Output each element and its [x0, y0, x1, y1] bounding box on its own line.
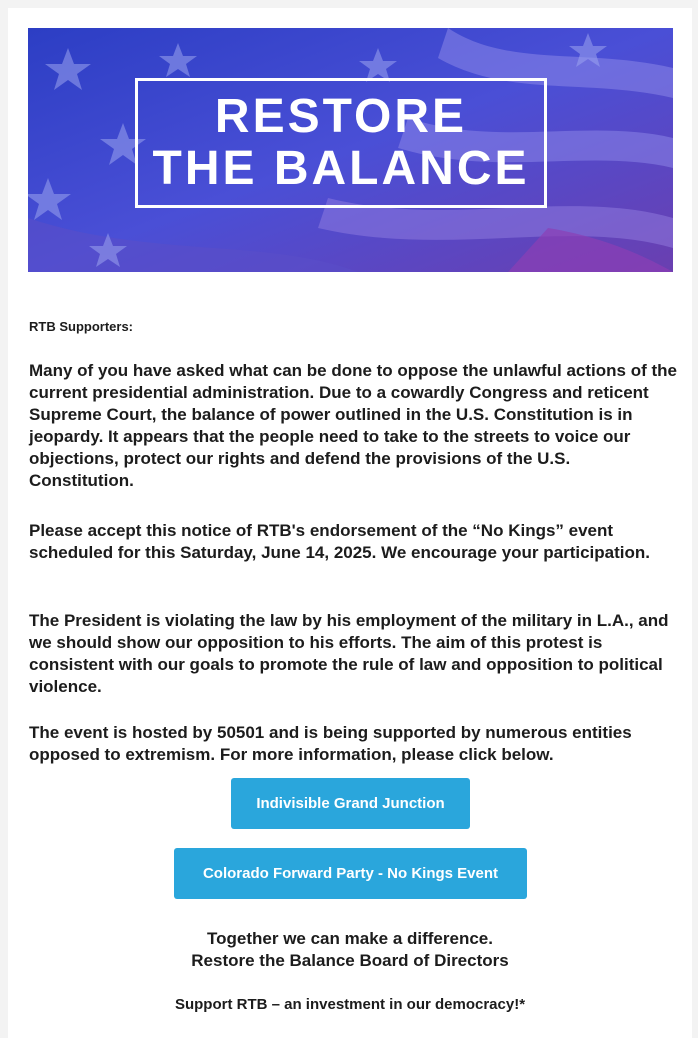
email-body	[8, 8, 692, 1038]
greeting: RTB Supporters:	[29, 319, 133, 334]
paragraph-4: The event is hosted by 50501 and is being supported by numerous entities opposed to extremism. For more information, please click below.	[29, 723, 632, 764]
banner-title-line1: RESTORE	[214, 90, 468, 143]
paragraph-1: Many of you have asked what can be done to oppose the unlawful actions of the current presidential administration. Due to a cowardly Congress and reticent Supreme Court, the balance of power outlined in the U.S. Constitution is in jeopardy. It appears that the people need to take to the streets to voice our objections, protect our rights and defend the provisions of the U.S. Constitution.	[29, 361, 677, 490]
indivisible-grand-junction-button[interactable]: Indivisible Grand Junction	[231, 778, 470, 829]
banner-title-line2: THE BALANCE	[152, 142, 530, 195]
closing-line-2: Restore the Balance Board of Directors	[191, 951, 509, 970]
banner-image	[28, 28, 673, 272]
colorado-forward-party-button[interactable]: Colorado Forward Party - No Kings Event	[174, 848, 527, 899]
support-rtb-text: Support RTB – an investment in our democracy!*	[174, 996, 526, 1013]
paragraph-3: The President is violating the law by his employment of the military in L.A., and we should show our opposition to his efforts. The aim of this protest is consistent with our goals to promote the rule of law and opposition to political violence.	[29, 611, 669, 696]
banner-title-box	[135, 78, 547, 208]
closing-line-1: Together we can make a difference.	[207, 929, 493, 948]
paragraph-2: Please accept this notice of RTB's endorsement of the “No Kings” event scheduled for this Saturday, June 14, 2025. We encourage your participation.	[29, 521, 650, 562]
